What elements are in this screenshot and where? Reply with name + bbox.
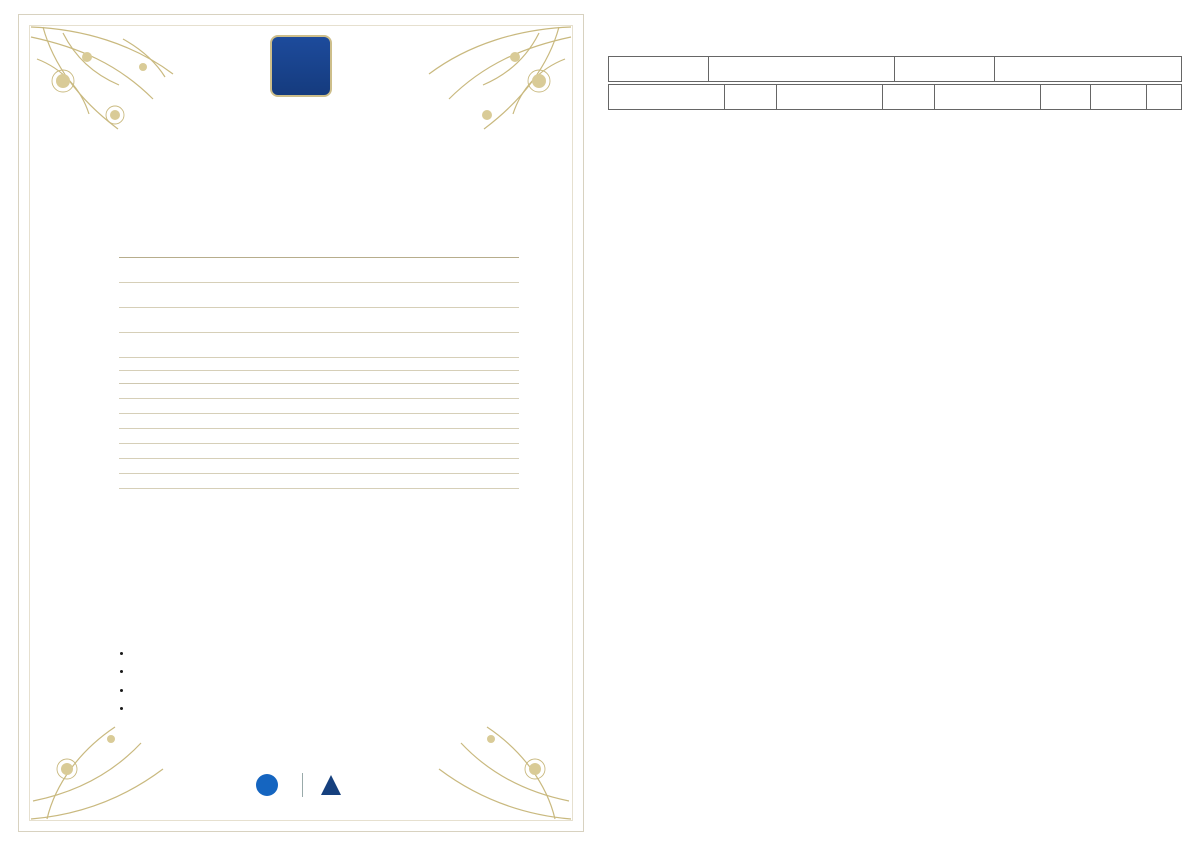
spec-label-1 (119, 283, 193, 308)
inspection-date-value (709, 57, 895, 81)
quality-grade-row (608, 84, 1182, 110)
footer-logos (19, 773, 583, 797)
condition-check-sheet (606, 28, 1184, 818)
meta-label-1 (119, 459, 193, 474)
list-item (133, 701, 539, 717)
certificate-notes (119, 643, 539, 719)
table-row (119, 459, 519, 474)
list-item (133, 683, 539, 699)
spec-label-2b (289, 308, 395, 333)
certificate-body (119, 253, 519, 489)
spec-label-3b (289, 333, 395, 358)
goo-kantei-badge (270, 35, 332, 97)
quality-grade-2 (177, 414, 269, 429)
spec-value-2b (395, 308, 519, 333)
reinspection-date-value (995, 57, 1181, 81)
spec-value-3b (395, 333, 519, 358)
interior-grade (935, 85, 1041, 109)
list-item (133, 664, 539, 680)
spec-value-0 (195, 264, 217, 276)
spec-value-3 (195, 339, 217, 351)
inspection-date-label (609, 57, 709, 81)
quality-label-1 (119, 399, 177, 414)
reinspection-date-label (895, 57, 995, 81)
table-row (119, 444, 519, 459)
grading-certificate (18, 14, 584, 832)
table-row (119, 384, 519, 399)
table-row (119, 283, 519, 308)
jaaa-mark-icon (321, 775, 341, 795)
vehicle-spec-table (119, 258, 519, 371)
spec-value-1 (195, 289, 217, 301)
inspection-date-row (608, 56, 1182, 82)
proto-logo (256, 774, 284, 796)
quality-text-1 (269, 399, 519, 414)
quality-text-0 (269, 384, 519, 399)
exterior-label (725, 85, 777, 109)
quality-label-3 (119, 429, 177, 444)
table-row (119, 358, 519, 371)
quality-text-3 (269, 429, 519, 444)
table-row (119, 429, 519, 444)
meta-label-2 (119, 474, 193, 489)
quality-text-2 (269, 414, 519, 429)
jaaa-logo (321, 775, 346, 795)
spec-label-4 (119, 358, 193, 371)
quality-grade-0 (177, 384, 269, 399)
meta-value-0 (193, 444, 519, 459)
list-item (133, 646, 539, 662)
certificate-meta-table (119, 444, 519, 489)
table-row (119, 333, 519, 358)
spec-label-2 (119, 308, 193, 333)
logo-divider (302, 773, 303, 797)
exterior-grade (777, 85, 883, 109)
quality-grade-1 (177, 399, 269, 414)
meta-value-2 (193, 474, 519, 489)
quality-grade-heading (119, 371, 519, 384)
spec-label-0 (119, 258, 193, 283)
repair-history-value (1091, 85, 1147, 109)
quality-label-0 (119, 384, 177, 399)
table-row (119, 414, 519, 429)
table-row (119, 308, 519, 333)
quality-grade-3 (177, 429, 269, 444)
table-row (119, 399, 519, 414)
meta-label-0 (119, 444, 193, 459)
quality-label-2 (119, 414, 177, 429)
repair-history-label (1041, 85, 1091, 109)
proto-mark-icon (256, 774, 278, 796)
meta-value-1 (193, 459, 519, 474)
table-row (119, 474, 519, 489)
spec-label-3 (119, 333, 193, 358)
spec-value-4 (193, 358, 519, 371)
interior-label (883, 85, 935, 109)
quality-grade-table (119, 384, 519, 444)
spec-value-2 (195, 314, 217, 326)
quality-grade-label (609, 85, 725, 109)
table-row (119, 258, 519, 283)
